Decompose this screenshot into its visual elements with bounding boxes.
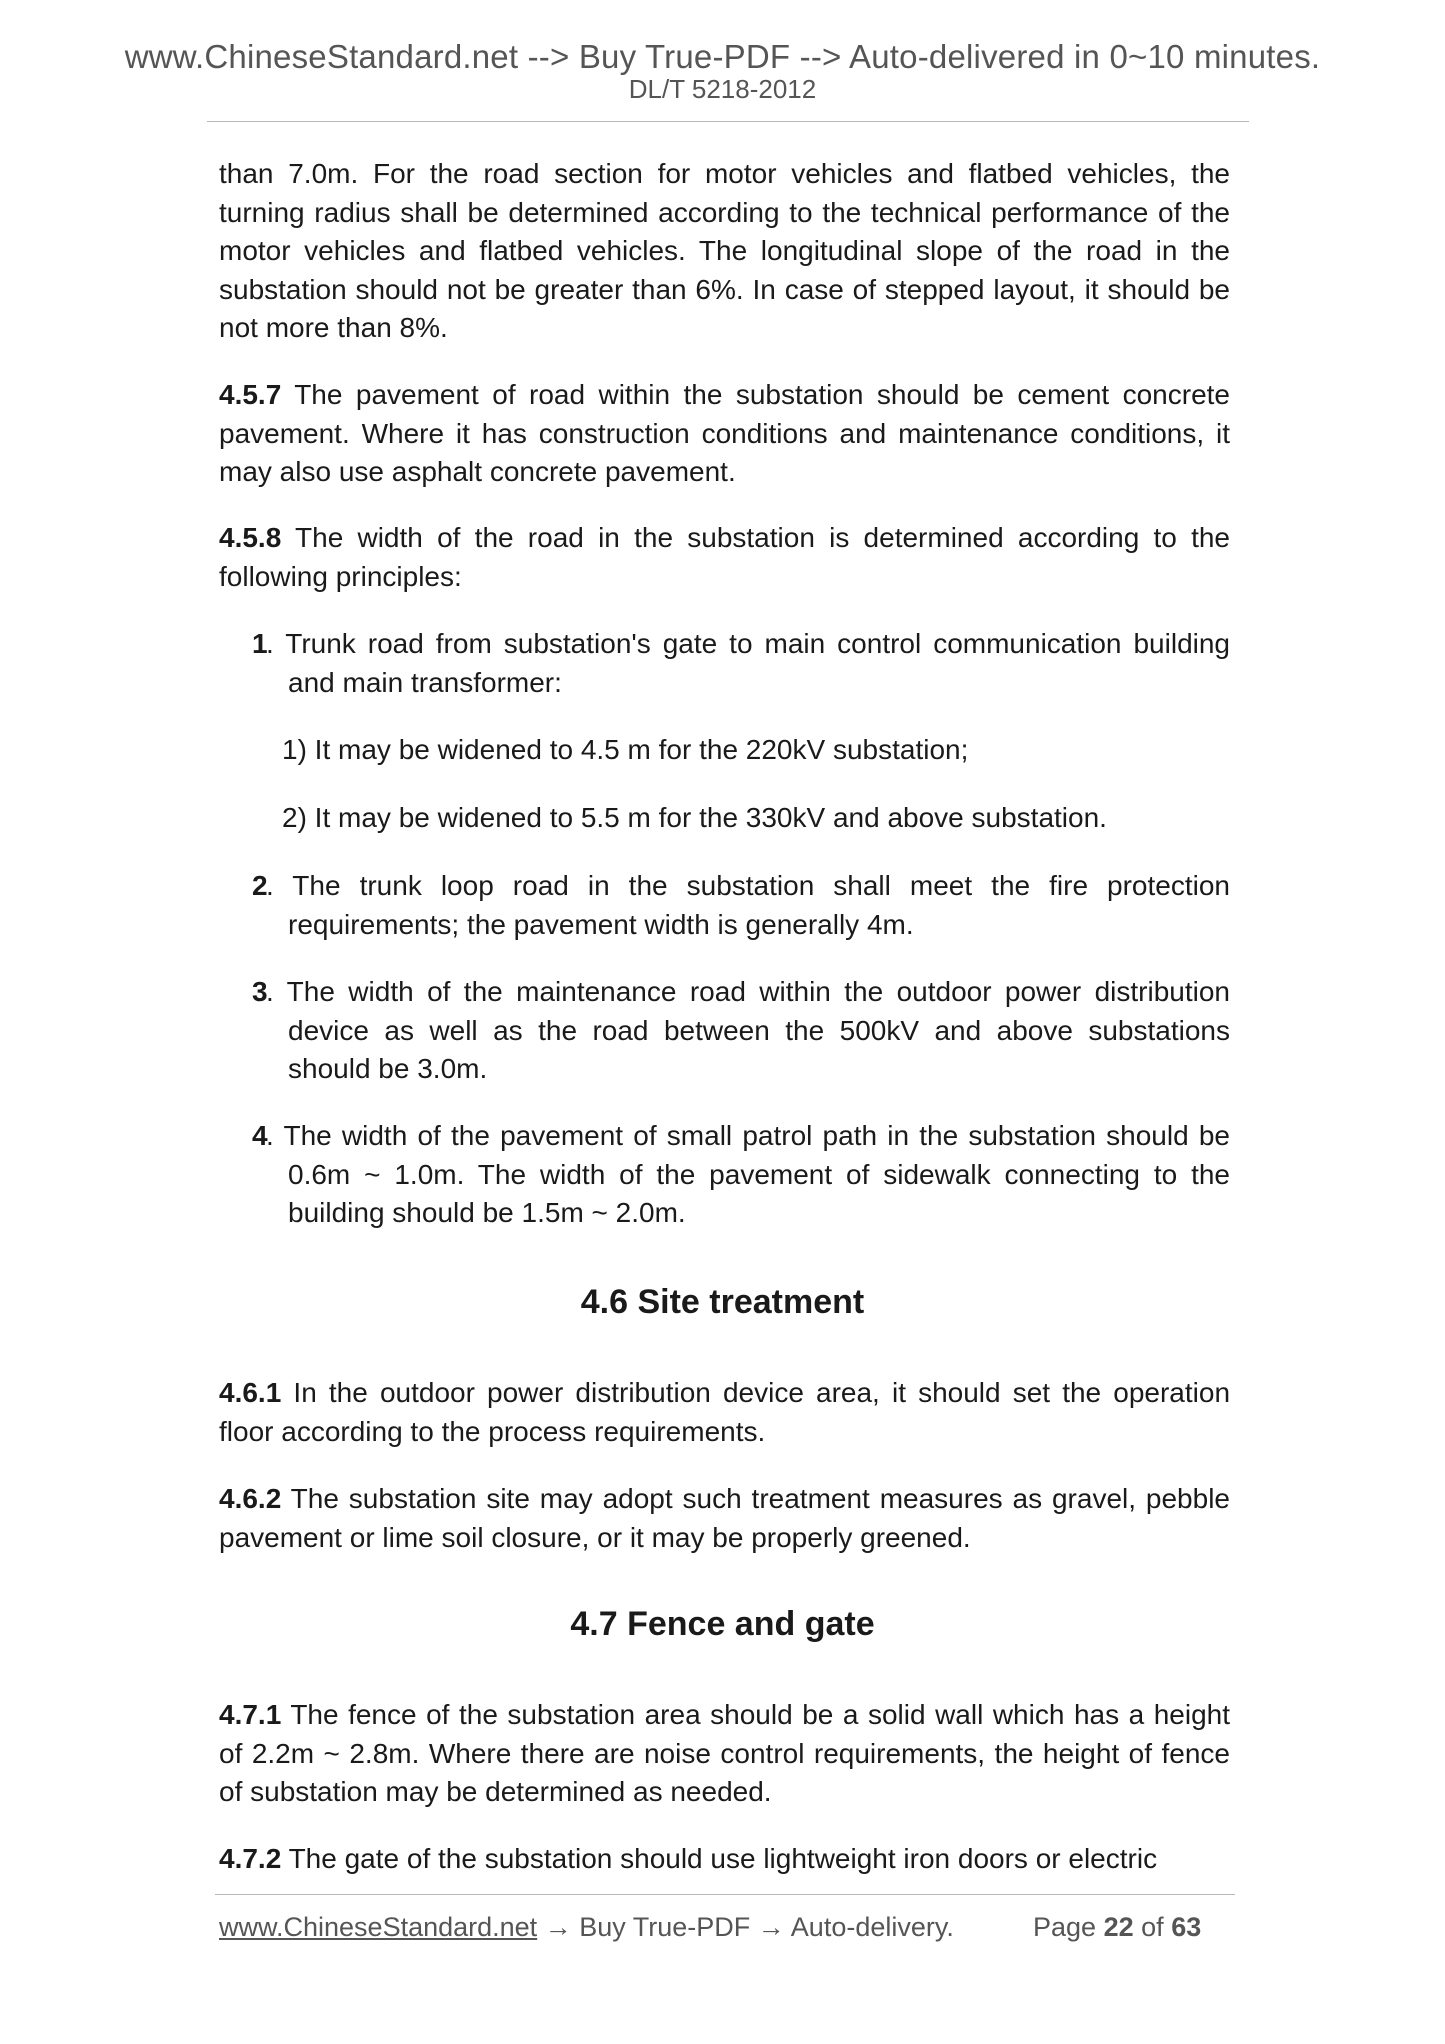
sub-item-2: 2) It may be widened to 5.5 m for the 330kV and above substation. (282, 802, 1107, 833)
clause-number: 4.5.7 (219, 379, 282, 410)
list-item-4 (252, 1117, 1230, 1233)
clause-4-5-7 (219, 376, 1230, 492)
header-divider (207, 121, 1249, 122)
list-item-text: . The width of the pavement of small patrol path in the substation should be 0.6m ~ 1.0m. The width of the pavement of sidewalk connecting to the building should be 1.5m ~ 2.0m. (266, 1120, 1230, 1228)
header-banner: www.ChineseStandard.net --> Buy True-PDF --> Auto-delivered in 0~10 minutes. (124, 38, 1321, 75)
para-intro: than 7.0m. For the road section for motor vehicles and flatbed vehicles, the turning radius shall be determined according to the technical performance of the motor vehicles and flatbed vehicles. The longitudinal slope of the road in the substation should not be greater than 6%. In case of stepped layout, it should be not more than 8%. (219, 158, 1230, 343)
list-item-text: . Trunk road from substation's gate to main control communication building and main transformer: (266, 628, 1230, 698)
list-item-2 (252, 867, 1230, 944)
of-label: of (1141, 1912, 1164, 1942)
clause-number: 4.7.2 (219, 1843, 282, 1874)
footer-auto-text: Auto-delivery. (790, 1912, 954, 1942)
clause-text: The pavement of road within the substation should be cement concrete pavement. Where it has construction conditions and maintenance conditions, it may also use asphalt concrete pavement. (219, 379, 1230, 487)
clause-text: In the outdoor power distribution device area, it should set the operation floor according to the process requirements. (219, 1377, 1231, 1447)
section-heading-4-7: 4.7 Fence and gate (570, 1605, 875, 1643)
total-pages: 63 (1171, 1912, 1202, 1942)
clause-number: 4.5.8 (219, 522, 282, 553)
arrow-icon: → (757, 1912, 785, 1942)
clause-text: The fence of the substation area should be a solid wall which has a height of 2.2m ~ 2.8m. Where there are noise control requirements, the height of fence of substation may be determined as needed. (219, 1699, 1231, 1807)
clause-4-6-1 (219, 1374, 1230, 1451)
list-item-number: 1 (252, 628, 268, 659)
list-item-text: . The trunk loop road in the substation shall meet the fire protection requirements; the pavement width is generally 4m. (266, 870, 1230, 940)
footer-buy-text: Buy True-PDF (579, 1912, 751, 1942)
clause-text: The width of the road in the substation is determined according to the following principles: (219, 522, 1231, 592)
list-item-number: 2 (252, 870, 268, 901)
footer-divider (215, 1894, 1235, 1895)
clause-text: The substation site may adopt such treatment measures as gravel, pebble pavement or lime soil closure, or it may be properly greened. (219, 1483, 1230, 1553)
list-item-text: . The width of the maintenance road within the outdoor power distribution device as well as the road between the 500kV and above substations should be 3.0m. (266, 976, 1230, 1084)
clause-number: 4.6.2 (219, 1483, 282, 1514)
page-indicator (1033, 1912, 1201, 1943)
document-id: DL/T 5218-2012 (628, 74, 817, 104)
page-number: 22 (1103, 1912, 1134, 1942)
page-label: Page (1033, 1912, 1097, 1942)
list-item-3 (252, 973, 1230, 1089)
list-item-number: 4 (252, 1120, 268, 1151)
clause-4-7-1 (219, 1696, 1230, 1812)
list-item-1 (252, 625, 1230, 702)
footer-site-link[interactable]: www.ChineseStandard.net (219, 1912, 538, 1942)
clause-number: 4.6.1 (219, 1377, 282, 1408)
section-heading-4-6: 4.6 Site treatment (580, 1283, 865, 1321)
sub-item-1: 1) It may be widened to 4.5 m for the 220kV substation; (282, 734, 969, 765)
footer-promo (219, 1912, 954, 1943)
clause-number: 4.7.1 (219, 1699, 282, 1730)
list-item-number: 3 (252, 976, 268, 1007)
arrow-icon: → (544, 1912, 572, 1942)
clause-4-5-8 (219, 519, 1230, 596)
clause-text: The gate of the substation should use lightweight iron doors or electric (288, 1843, 1158, 1874)
clause-4-6-2 (219, 1480, 1230, 1557)
clause-4-7-2 (219, 1840, 1230, 1879)
